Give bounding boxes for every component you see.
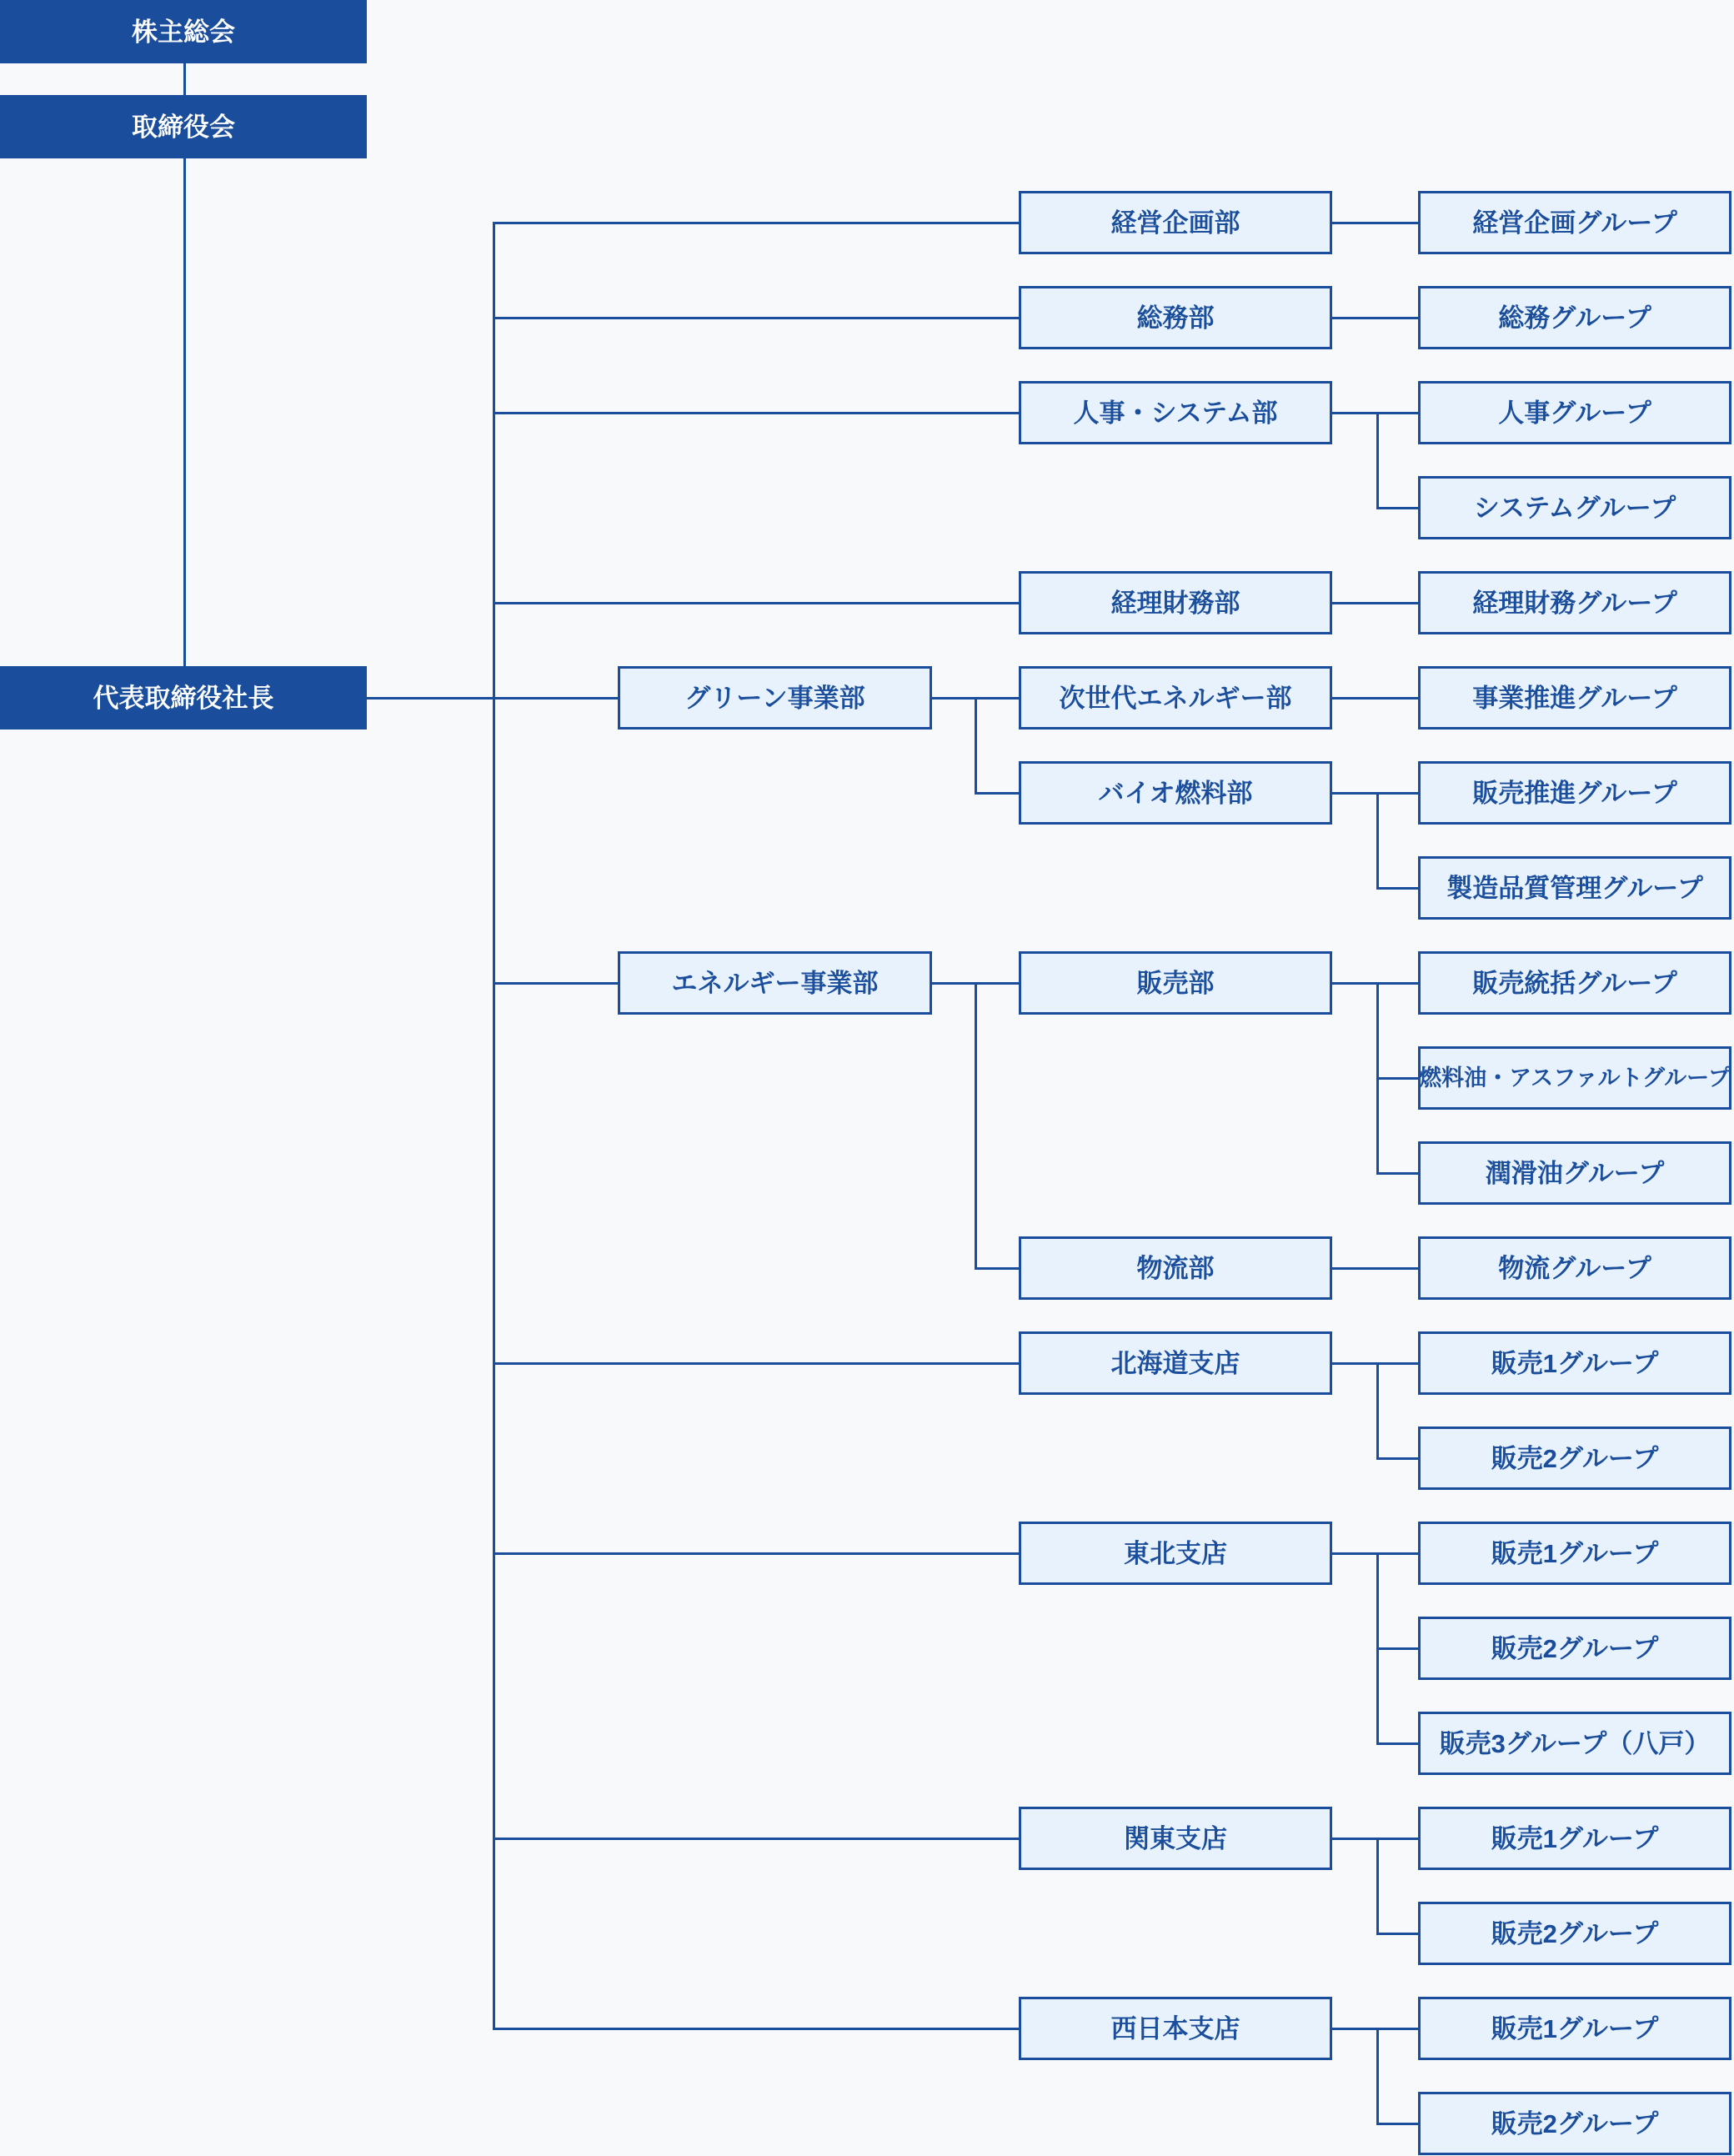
node-west-japan-sales-2-group xyxy=(1418,2092,1731,2155)
connector-line xyxy=(493,222,495,2030)
node-systems-group xyxy=(1418,476,1731,539)
node-manufacturing-quality-control-group xyxy=(1418,856,1731,920)
node-kanto-sales-2-group xyxy=(1418,1902,1731,1965)
node-logistics-group-label: 物流グループ xyxy=(1498,1253,1651,1283)
node-kanto-branch-label: 関東支店 xyxy=(1124,1823,1227,1853)
connector-line xyxy=(1332,222,1418,224)
node-board-of-directors-label: 取締役会 xyxy=(132,112,235,142)
node-logistics-dept xyxy=(1019,1236,1332,1300)
node-west-japan-branch xyxy=(1019,1997,1332,2060)
connector-line xyxy=(1377,1077,1418,1080)
connector-line xyxy=(494,2028,1019,2030)
node-green-business-division-label: グリーン事業部 xyxy=(684,683,865,713)
node-tohoku-sales-3-group-hachinohe xyxy=(1418,1712,1731,1775)
connector-line xyxy=(1332,1552,1418,1555)
node-hokkaido-sales-2-group xyxy=(1418,1426,1731,1490)
node-manufacturing-quality-control-group-label: 製造品質管理グループ xyxy=(1446,873,1703,903)
node-tohoku-sales-1-group xyxy=(1418,1522,1731,1585)
connector-line xyxy=(494,1552,1019,1555)
node-board-of-directors xyxy=(0,95,367,158)
node-president-label: 代表取締役社長 xyxy=(93,683,274,713)
node-corporate-planning-dept-label: 経営企画部 xyxy=(1110,208,1240,238)
connector-line xyxy=(494,1838,1019,1840)
connector-line xyxy=(1377,1742,1418,1745)
node-west-japan-sales-1-group-label: 販売1グループ xyxy=(1491,2013,1659,2043)
node-corporate-planning-group-label: 経営企画グループ xyxy=(1472,208,1677,238)
node-hr-group xyxy=(1418,381,1731,444)
node-general-affairs-dept xyxy=(1019,286,1332,349)
node-tohoku-sales-3-group-hachinohe-label: 販売3グループ（八戸） xyxy=(1439,1728,1711,1758)
node-kanto-sales-2-group-label: 販売2グループ xyxy=(1491,1918,1659,1948)
node-sales-supervision-group xyxy=(1418,951,1731,1015)
node-tohoku-sales-2-group-label: 販売2グループ xyxy=(1491,1633,1659,1663)
connector-line xyxy=(183,158,186,668)
node-sales-dept-label: 販売部 xyxy=(1136,968,1215,998)
node-lubricants-group-label: 潤滑油グループ xyxy=(1485,1158,1665,1188)
connector-line xyxy=(1377,1457,1418,1460)
connector-line xyxy=(1332,412,1418,414)
node-president xyxy=(0,666,367,730)
node-green-business-division xyxy=(618,666,932,730)
connector-line xyxy=(1376,1838,1379,1935)
node-hokkaido-sales-1-group-label: 販売1グループ xyxy=(1491,1348,1659,1378)
node-next-generation-energy-dept xyxy=(1019,666,1332,730)
connector-line xyxy=(494,412,1019,414)
node-general-affairs-group-label: 総務グループ xyxy=(1498,303,1651,333)
connector-line xyxy=(1332,697,1418,699)
node-shareholders-meeting xyxy=(0,0,367,63)
node-lubricants-group xyxy=(1418,1141,1731,1205)
connector-line xyxy=(1332,1838,1418,1840)
connector-line xyxy=(1376,792,1379,890)
node-hokkaido-branch-label: 北海道支店 xyxy=(1110,1348,1240,1378)
node-energy-business-division-label: エネルギー事業部 xyxy=(671,968,879,998)
node-accounting-finance-dept-label: 経理財務部 xyxy=(1110,588,1240,618)
node-business-promotion-group xyxy=(1418,666,1731,730)
connector-line xyxy=(1332,1362,1418,1365)
connector-line xyxy=(367,697,494,699)
node-tohoku-sales-1-group-label: 販売1グループ xyxy=(1491,1538,1659,1568)
connector-line xyxy=(1376,412,1379,509)
node-accounting-finance-group xyxy=(1418,571,1731,634)
connector-line xyxy=(975,792,1019,795)
node-tohoku-sales-2-group xyxy=(1418,1617,1731,1680)
node-next-generation-energy-dept-label: 次世代エネルギー部 xyxy=(1059,683,1292,713)
node-general-affairs-dept-label: 総務部 xyxy=(1136,303,1215,333)
connector-line xyxy=(1377,2123,1418,2125)
connector-line xyxy=(1332,792,1418,795)
connector-line xyxy=(1377,887,1418,890)
node-sales-dept xyxy=(1019,951,1332,1015)
node-tohoku-branch xyxy=(1019,1522,1332,1585)
node-sales-supervision-group-label: 販売統括グループ xyxy=(1472,968,1677,998)
node-west-japan-branch-label: 西日本支店 xyxy=(1110,2013,1240,2043)
node-hr-systems-dept xyxy=(1019,381,1332,444)
node-energy-business-division xyxy=(618,951,932,1015)
node-corporate-planning-group xyxy=(1418,191,1731,254)
connector-line xyxy=(1377,507,1418,509)
connector-line xyxy=(1332,982,1418,985)
node-shareholders-meeting-label: 株主総会 xyxy=(132,17,235,47)
connector-line xyxy=(1332,1267,1418,1270)
connector-line xyxy=(494,222,1019,224)
connector-line xyxy=(494,1362,1019,1365)
connector-line xyxy=(975,697,977,795)
node-biofuel-dept-label: バイオ燃料部 xyxy=(1098,778,1253,808)
connector-line xyxy=(1377,1172,1418,1175)
connector-line xyxy=(1376,2028,1379,2125)
node-sales-promotion-group xyxy=(1418,761,1731,825)
connector-line xyxy=(494,697,618,699)
node-hr-group-label: 人事グループ xyxy=(1498,398,1651,428)
node-sales-promotion-group-label: 販売推進グループ xyxy=(1472,778,1677,808)
connector-line xyxy=(1332,602,1418,604)
node-hokkaido-branch xyxy=(1019,1331,1332,1395)
node-logistics-dept-label: 物流部 xyxy=(1136,1253,1215,1283)
node-west-japan-sales-2-group-label: 販売2グループ xyxy=(1491,2108,1659,2138)
connector-line xyxy=(494,602,1019,604)
connector-line xyxy=(975,1267,1019,1270)
node-corporate-planning-dept xyxy=(1019,191,1332,254)
node-business-promotion-group-label: 事業推進グループ xyxy=(1472,683,1677,713)
connector-line xyxy=(1332,2028,1418,2030)
connector-line xyxy=(1332,317,1418,319)
node-logistics-group xyxy=(1418,1236,1731,1300)
connector-line xyxy=(1377,1647,1418,1650)
node-kanto-sales-1-group xyxy=(1418,1807,1731,1870)
node-fuel-oil-asphalt-group xyxy=(1418,1046,1731,1110)
node-accounting-finance-dept xyxy=(1019,571,1332,634)
node-hokkaido-sales-2-group-label: 販売2グループ xyxy=(1491,1443,1659,1473)
node-accounting-finance-group-label: 経理財務グループ xyxy=(1472,588,1677,618)
node-hokkaido-sales-1-group xyxy=(1418,1331,1731,1395)
connector-line xyxy=(183,63,186,97)
node-tohoku-branch-label: 東北支店 xyxy=(1124,1538,1227,1568)
node-general-affairs-group xyxy=(1418,286,1731,349)
node-biofuel-dept xyxy=(1019,761,1332,825)
node-kanto-branch xyxy=(1019,1807,1332,1870)
connector-line xyxy=(975,982,977,1270)
node-systems-group-label: システムグループ xyxy=(1473,493,1676,523)
node-west-japan-sales-1-group xyxy=(1418,1997,1731,2060)
connector-line xyxy=(1377,1933,1418,1935)
node-kanto-sales-1-group-label: 販売1グループ xyxy=(1491,1823,1659,1853)
connector-line xyxy=(1376,1362,1379,1460)
connector-line xyxy=(494,317,1019,319)
connector-line xyxy=(494,982,618,985)
node-hr-systems-dept-label: 人事・システム部 xyxy=(1073,398,1278,428)
node-fuel-oil-asphalt-group-label: 燃料油・アスファルトグループ xyxy=(1419,1065,1731,1091)
